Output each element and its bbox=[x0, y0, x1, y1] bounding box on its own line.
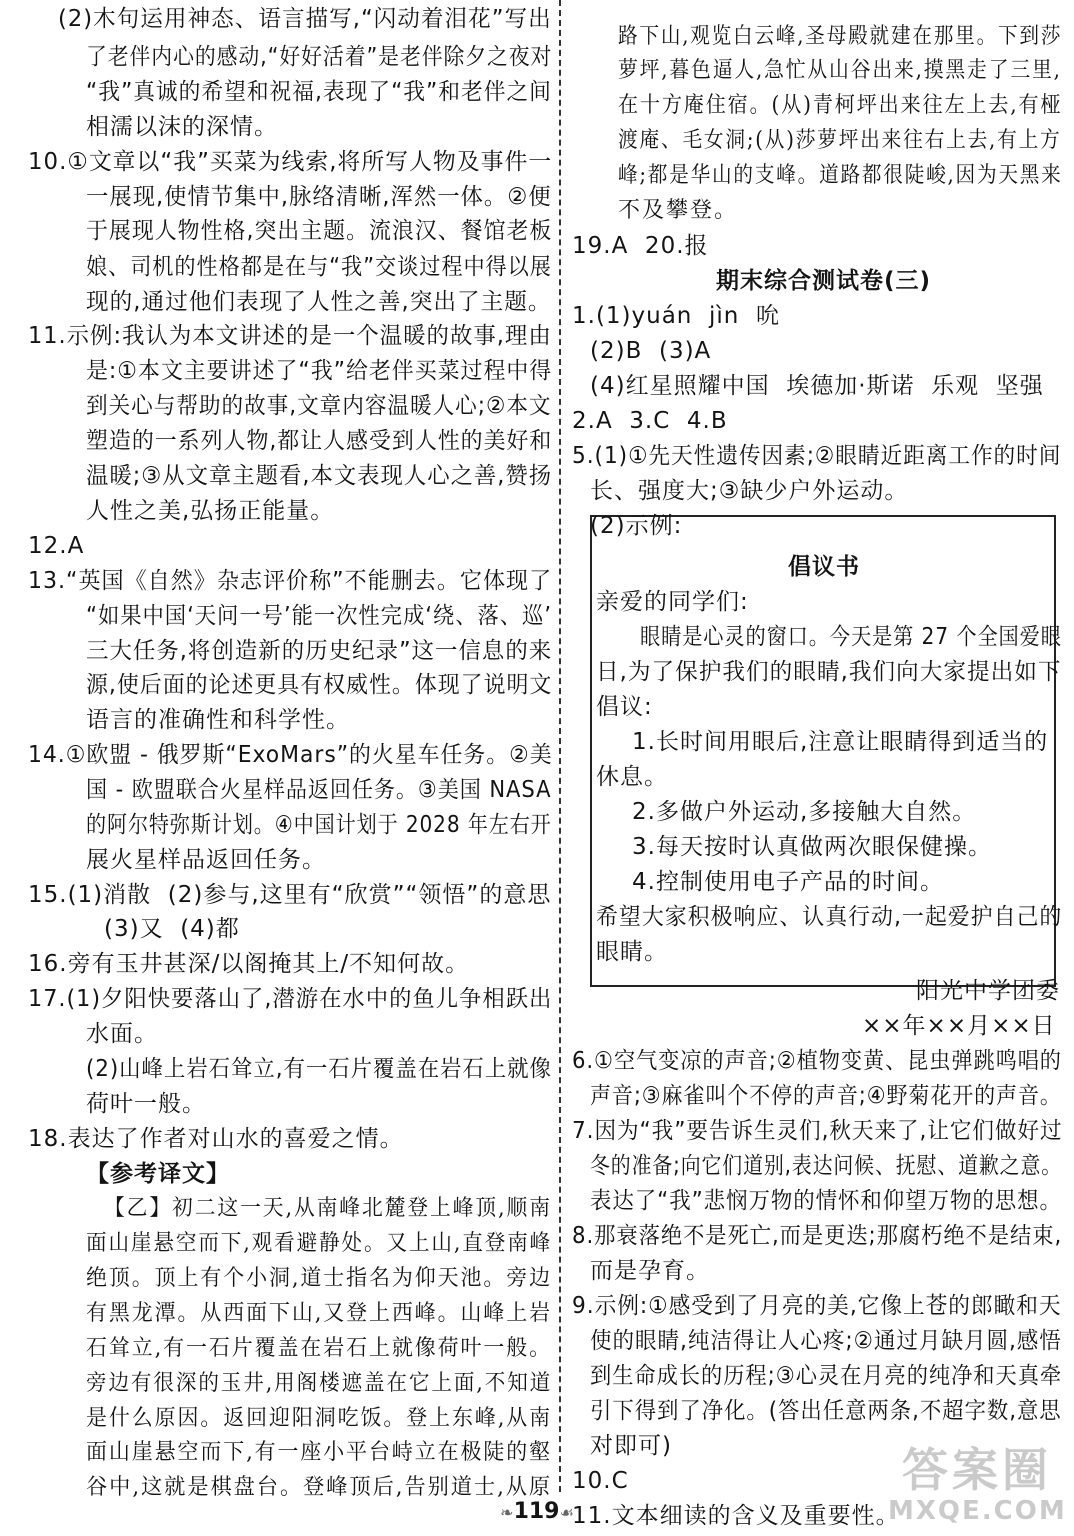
right-column-line: 倡议书 bbox=[788, 554, 860, 580]
left-column-line: (2)木句运用神态、语言描写,“闪动着泪花”写出 bbox=[58, 6, 552, 32]
right-column-line: 19.A 20.报 bbox=[572, 233, 709, 259]
left-column-line: 谷中,这就是棋盘台。登峰顶后,告别道士,从原 bbox=[86, 1475, 553, 1500]
left-column-line: 塑造的一系列人物,都让人感受到人性的美好和 bbox=[86, 428, 553, 454]
left-column-line: 15.(1)消散 (2)参与,这里有“欣赏”“领悟”的意思 bbox=[28, 882, 552, 908]
right-column-line: 阳光中学团委 bbox=[916, 978, 1060, 1004]
left-column-line: 国 - 欧盟联合火星样品返回任务。③美国 NASA bbox=[86, 777, 552, 803]
ornament-right-icon: ☙ bbox=[559, 1503, 574, 1522]
watermark-url: MXQE.COM bbox=[888, 1496, 1067, 1526]
left-column-line: 石耸立,有一石片覆盖在岩石上就像荷叶一般。 bbox=[86, 1336, 553, 1361]
right-column-line: 冬的准备;向它们道别,表达问候、抚慰、道歉之意。 bbox=[590, 1153, 1063, 1179]
right-column-line: 眼睛是心灵的窗口。今天是第 27 个全国爱眼 bbox=[640, 624, 1062, 650]
left-column-line: 13.“英国《自然》杂志评价称”不能删去。它体现了 bbox=[28, 568, 553, 594]
right-column-line: 在十方庵住宿。(从)青柯坪出来往左上去,有桠 bbox=[618, 93, 1063, 118]
right-column-line: 对即可) bbox=[590, 1433, 672, 1459]
right-column-line: 4.控制使用电子产品的时间。 bbox=[632, 869, 944, 895]
left-column-line: 娘、司机的性格都是在与“我”交谈过程中得以展 bbox=[86, 254, 552, 280]
right-column-line: 5.(1)①先天性遗传因素;②眼睛近距离工作的时间 bbox=[572, 443, 1062, 469]
left-column-line: 荷叶一般。 bbox=[86, 1091, 206, 1117]
right-column-line: 日,为了保护我们的眼睛,我们向大家提出如下 bbox=[596, 659, 1062, 685]
right-column-line: 9.示例:①感受到了月亮的美,它像上苍的郎瞰和天 bbox=[572, 1293, 1062, 1319]
right-column-line: ××年××月××日 bbox=[862, 1013, 1056, 1039]
right-column-line: 不及攀登。 bbox=[618, 198, 739, 223]
right-column-line: 眼睛。 bbox=[596, 939, 668, 965]
left-column-line: 是:①本文主要讲述了“我”给老伴买菜过程中得 bbox=[86, 358, 553, 384]
right-column-line: 声音;③麻雀叫个不停的声音;④野菊花开的声音。 bbox=[590, 1083, 1062, 1109]
left-column-line: 14.①欧盟 - 俄罗斯“ExoMars”的火星车任务。②美 bbox=[28, 742, 553, 768]
right-column-line: 7.因为“我”要告诉生灵们,秋天来了,让它们做好过 bbox=[572, 1118, 1063, 1144]
left-column-line: 17.(1)夕阳快要落山了,潜游在水中的鱼儿争相跃出 bbox=[28, 986, 553, 1012]
left-column-line: 16.旁有玉井甚深/以阁掩其上/不知何故。 bbox=[28, 951, 470, 977]
right-column-line: 到生命成长的历程;③心灵在月亮的纯净和天真牵 bbox=[590, 1363, 1063, 1389]
right-column-line: 休息。 bbox=[596, 764, 668, 790]
left-column-line: 【乙】初二这一天,从南峰北麓登上峰顶,顺南 bbox=[104, 1196, 552, 1221]
right-column-line: 1.长时间用眼后,注意让眼睛得到适当的 bbox=[632, 729, 1049, 755]
right-column-line: 渡庵、毛女洞;(从)莎萝坪出来往右上去,有上方 bbox=[618, 128, 1062, 153]
right-column-line: 希望大家积极响应、认真行动,一起爱护自己的 bbox=[596, 904, 1063, 930]
left-column-line: 语言的准确性和科学性。 bbox=[86, 707, 350, 733]
right-column-line: 6.①空气变凉的声音;②植物变黄、昆虫弹跳鸣唱的 bbox=[572, 1048, 1062, 1074]
left-column-line: 源,使后面的论述更具有权威性。体现了说明文 bbox=[86, 672, 553, 698]
watermark bbox=[888, 1444, 1066, 1532]
right-column-line: 10.C bbox=[572, 1468, 629, 1494]
left-column-line: 相濡以沫的深情。 bbox=[86, 114, 278, 140]
left-column-line: 是什么原因。返回迎阳洞吃饭。登上东峰,从南 bbox=[86, 1406, 553, 1431]
left-column-line: 三大任务,将创造新的历史纪录”这一信息的来 bbox=[86, 638, 553, 664]
column-divider bbox=[559, 0, 563, 1492]
left-column-line: “我”真诚的希望和祝福,表现了“我”和老伴之间 bbox=[86, 79, 552, 105]
left-column-line: (2)山峰上岩石耸立,有一石片覆盖在岩石上就像 bbox=[86, 1056, 552, 1082]
right-column-line: 倡议: bbox=[596, 694, 653, 720]
right-column-line: 引下得到了净化。(答出任意两条,不超字数,意思 bbox=[590, 1398, 1062, 1424]
left-column-line: 人性之美,弘扬正能量。 bbox=[86, 498, 335, 524]
right-column-line: 2.多做户外运动,多接触大自然。 bbox=[632, 799, 977, 825]
right-column-line: (2)示例: bbox=[590, 513, 683, 539]
right-column-line: 长、强度大;③缺少户外运动。 bbox=[590, 478, 909, 504]
right-column-line: 3.每天按时认真做两次眼保健操。 bbox=[632, 834, 992, 860]
left-column-line: “如果中国‘天问一号’能一次性完成‘绕、落、巡’ bbox=[86, 603, 553, 629]
watermark-logo-text: 答案圈 bbox=[902, 1443, 1052, 1497]
right-column-line: 萝坪,暮色逼人,急忙从山谷出来,摸黑走了三里, bbox=[618, 58, 1062, 83]
right-column-line: 8.那衰落绝不是死亡,而是更迭;那腐朽绝不是结束, bbox=[572, 1223, 1063, 1249]
right-column-line: 期末综合测试卷(三) bbox=[716, 268, 932, 294]
right-column-line: 而是孕育。 bbox=[590, 1258, 710, 1284]
left-column-line: 面山崖悬空而下,观看避静处。又上山,直登南峰 bbox=[86, 1231, 553, 1256]
left-column-line: 现的,通过他们表现了人性之善,突出了主题。 bbox=[86, 289, 552, 315]
left-column-line: 展火星样品返回任务。 bbox=[86, 847, 326, 873]
page-number bbox=[492, 1494, 582, 1530]
ornament-left-icon: ❧ bbox=[500, 1503, 514, 1522]
right-column-line: 2.A 3.C 4.B bbox=[572, 408, 728, 434]
left-column-line: 一展现,使情节集中,脉络清晰,浑然一体。②便 bbox=[86, 184, 552, 210]
left-column-line: (3)又 (4)都 bbox=[104, 916, 240, 942]
left-column-line: 面山崖悬空而下,有一座小平台峙立在极陡的壑 bbox=[86, 1440, 553, 1465]
left-column-line: 旁边有很深的玉井,用阁楼遮盖在它上面,不知道 bbox=[86, 1371, 553, 1396]
right-column-line: 表达了“我”悲悯万物的情怀和仰望万物的思想。 bbox=[590, 1188, 1062, 1214]
left-column-line: 11.示例:我认为本文讲述的是一个温暖的故事,理由 bbox=[28, 323, 552, 349]
left-column-line: 于展现人物性格,突出主题。流浪汉、餐馆老板 bbox=[86, 218, 553, 244]
left-column-line: 有黑龙潭。从西面下山,又登上西峰。山峰上岩 bbox=[86, 1301, 553, 1326]
left-column-line: 了老伴内心的感动,“好好活着”是老伴除夕之夜对 bbox=[86, 44, 553, 70]
right-column-line: 11.文本细读的含义及重要性。 bbox=[572, 1503, 900, 1529]
right-column-line: 1.(1)yuán jìn 吮 bbox=[572, 303, 780, 329]
left-column-line: 18.表达了作者对山水的喜爱之情。 bbox=[28, 1126, 404, 1152]
right-column-line: 亲爱的同学们: bbox=[596, 589, 749, 615]
left-column-line: 温暖;③从文章主题看,本文表现人心之善,赞扬 bbox=[86, 463, 553, 489]
right-column-line: 路下山,观览白云峰,圣母殿就建在那里。下到莎 bbox=[618, 24, 1063, 49]
left-column-line: 到关心与帮助的故事,文章内容温暖人心;②本文 bbox=[86, 393, 552, 419]
left-column-line: 绝顶。顶上有个小洞,道士指名为仰天池。旁边 bbox=[86, 1266, 553, 1291]
left-column-line: 【参考译文】 bbox=[86, 1161, 230, 1187]
right-column-line: (4)红星照耀中国 埃德加·斯诺 乐观 坚强 bbox=[590, 373, 1044, 399]
left-column-line: 10.①文章以“我”买菜为线索,将所写人物及事件一 bbox=[28, 149, 553, 175]
right-column-line: (2)B (3)A bbox=[590, 338, 712, 364]
left-column-line: 12.A bbox=[28, 533, 85, 559]
right-column-line: 使的眼睛,纯洁得让人心疼;②通过月缺月圆,感悟 bbox=[590, 1328, 1062, 1354]
page-number-value: 119 bbox=[513, 1499, 560, 1524]
right-column-line: 峰;都是华山的支峰。道路都很陡峻,因为天黑来 bbox=[618, 163, 1063, 188]
left-column-line: 水面。 bbox=[86, 1021, 158, 1047]
left-column-line: 的阿尔特弥斯计划。④中国计划于 2028 年左右开 bbox=[86, 812, 552, 838]
